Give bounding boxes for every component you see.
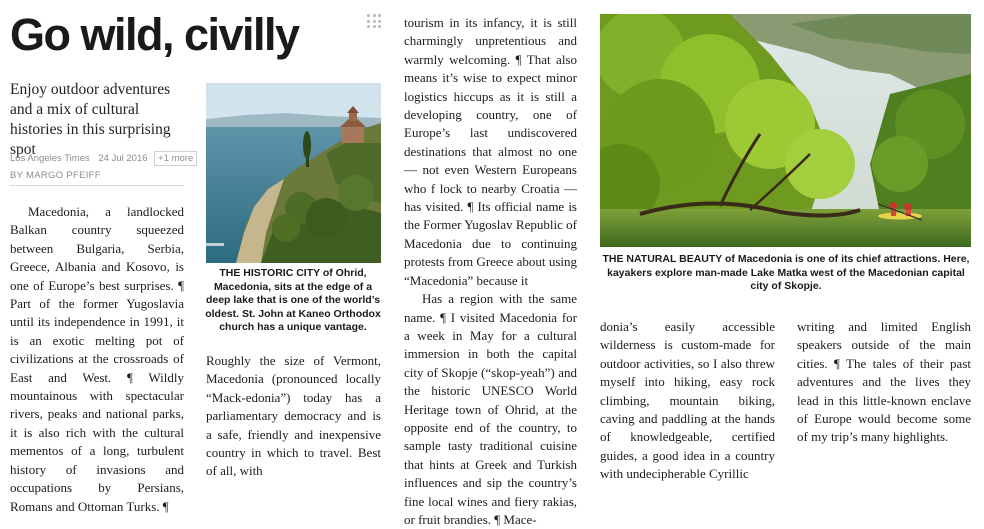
body-paragraph: tourism in its infancy, it is still charmingly unpretentious and warmly welcoming. ¶ That also means it’s wise to expect minor logistics hiccups as it is still a developing country, one of Europe’s last undiscovered destinations that almost no one — not even Western Europeans who f lock to nearby Croatia — has visited. ¶ Its official name is the Former Yugoslav Republic of Macedonia due to continuing protests from Greece about using “Macedonia” because it: [404, 15, 577, 288]
body-paragraph: donia’s easily accessible wilderness is custom-made for outdoor activities, so I also threw myself into hiking, easy rock climbing, mountain biking, caving and paddling at the hands of knowledgeable, certified guides, a good idea in a country with undecipherable Cyrillic: [600, 319, 775, 482]
body-column-5: [797, 318, 971, 447]
body-column-2: [206, 352, 381, 481]
body-column-1: [10, 203, 184, 516]
article-headline: Go wild, civilly: [10, 9, 299, 60]
body-paragraph: Macedonia, a landlocked Balkan country squeezed between Bulgaria, Serbia, Greece, Albania and Kosovo, is one of Europe’s best surprises. ¶ Part of the former Yugoslavia until its independence in 1991, it is an exotic melting pot of civilizations at the crossroads of East and West. ¶ Wildly mountainous with spectacular rivers, peaks and national parks, it is also rich with the cultural mementos of a long, turbulent history of invasions and occupations by Persians, Romans and Ottoman Turks. ¶: [10, 204, 184, 514]
ohrid-photo-caption: THE HISTORIC CITY of Ohrid, Macedonia, sits at the edge of a deep lake that is one of the world’s oldest. St. John at Kaneo Orthodox church has a unique vantage.: [205, 267, 381, 333]
lake-matka-photo-caption: THE NATURAL BEAUTY of Macedonia is one of its chief attractions. Here, kayakers explore man-made Lake Matka west of the Macedonian capital city of Skopje.: [602, 253, 970, 292]
divider: [10, 185, 184, 186]
publish-date: 24 Jul 2016: [98, 153, 148, 164]
ohrid-photo[interactable]: [206, 83, 381, 263]
article-meta: [10, 153, 197, 164]
lake-matka-photo[interactable]: [600, 14, 971, 247]
drag-handle-icon[interactable]: [367, 14, 381, 28]
body-column-3: [404, 14, 577, 529]
source-name[interactable]: Los Angeles Times: [10, 153, 90, 164]
body-paragraph: writing and limited English speakers outside of the main cities. ¶ The tales of their past adventures and the lives they lead in this little-known enclave of Europe would become some of my trip’s many highlights.: [797, 319, 971, 445]
body-paragraph: Roughly the size of Vermont, Macedonia (pronounced locally “Mack-edonia”) today has a parliamentary democracy and is a safe, friendly and inexpensive country in which to travel. Best of all, with: [206, 353, 381, 479]
body-paragraph: Has a region with the same name. ¶ I visited Macedonia for a week in May for a cultural immersion in both the capital city of Skopje (“skop-yeah”) and the historic UNESCO World Heritage town of Ohrid, at the opposite end of the country, to sample tasty traditional cuisine that hints at Greek and Turkish influences and sip the country’s fine local wines and fiery rakias, or fruit brandies. ¶ Mace-: [404, 291, 577, 527]
article-standfirst: Enjoy outdoor adventures and a mix of cultural histories in this surprising spot: [10, 81, 171, 158]
byline: BY MARGO PFEIFF: [10, 170, 101, 181]
more-sources-button[interactable]: +1 more: [154, 151, 197, 166]
body-column-4: [600, 318, 775, 484]
